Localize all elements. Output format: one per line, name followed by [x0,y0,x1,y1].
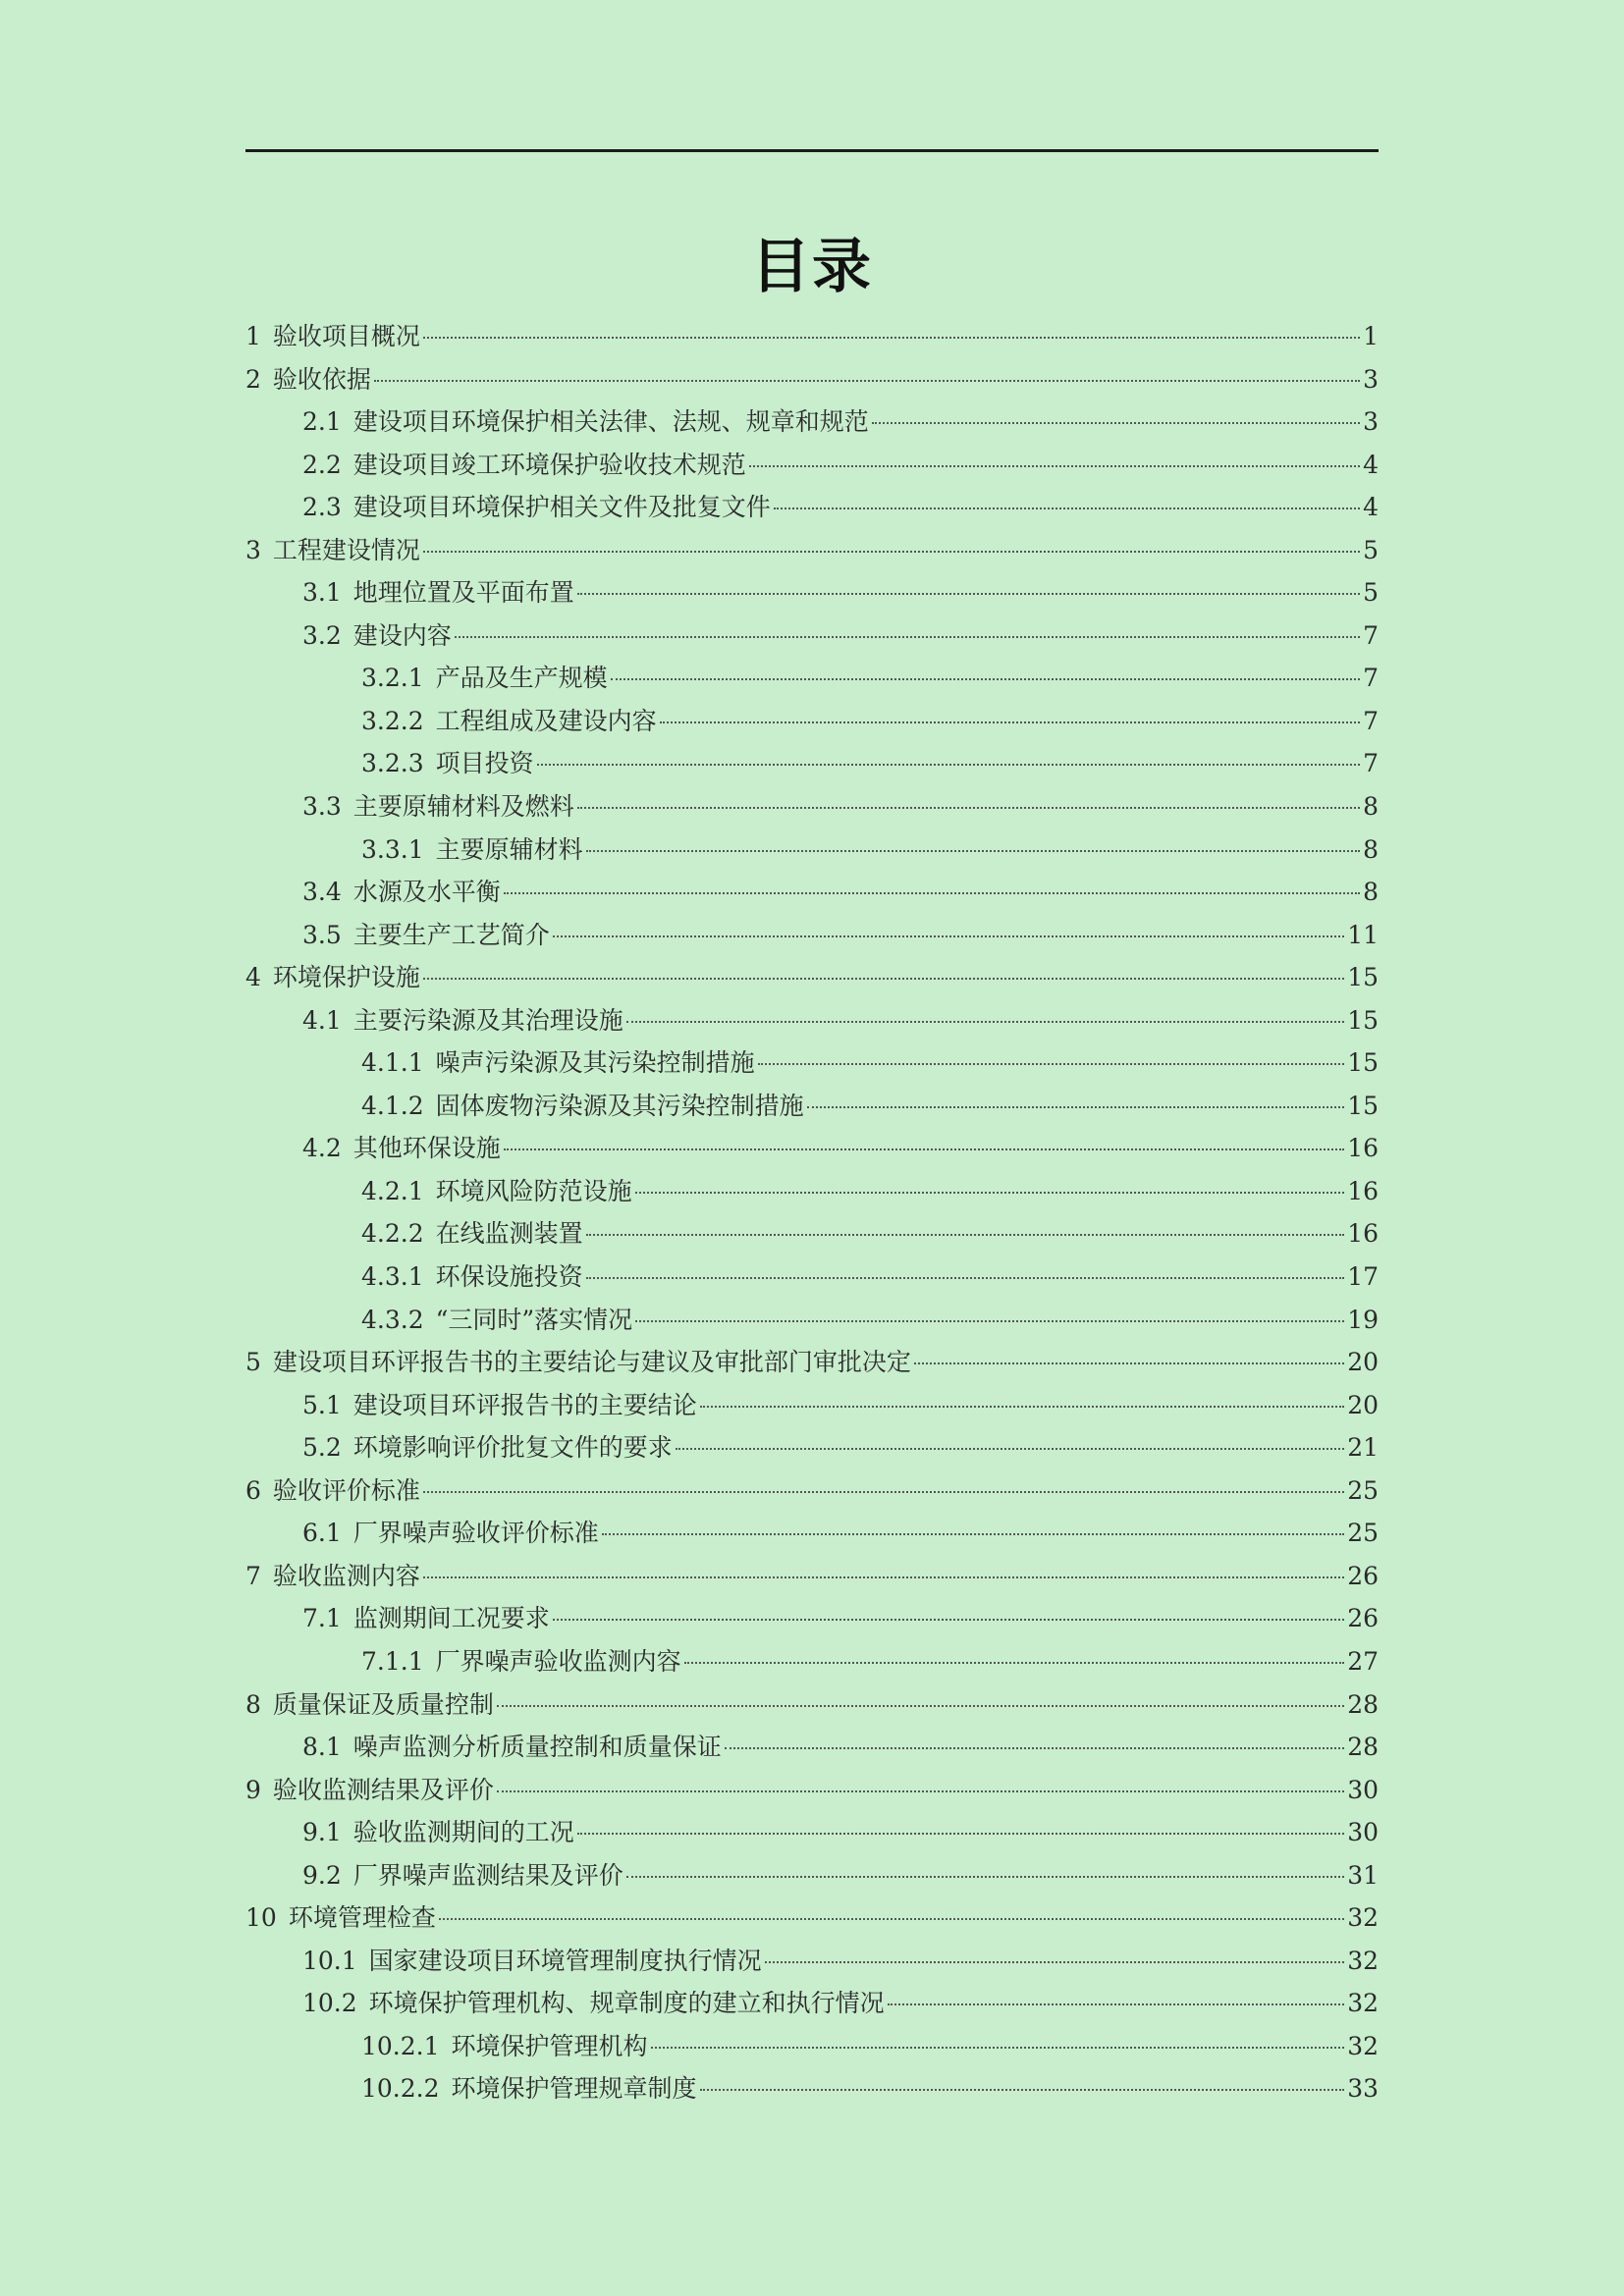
toc-entry[interactable] [245,871,1379,914]
toc-entry-page: 16 [1347,1219,1379,1249]
toc-entry-title: 厂界噪声验收监测内容 [435,1646,681,1676]
toc-entry-number: 3.2.1 [361,664,424,693]
toc-entry-page: 31 [1347,1860,1379,1890]
toc-entry[interactable] [245,657,1379,700]
toc-entry-number: 5.2 [302,1433,342,1463]
page-title: 目录 [751,233,873,301]
toc-entry-page: 16 [1347,1176,1379,1205]
dot-leader [455,636,1360,638]
toc-entry-title: 环境影响评价批复文件的要求 [352,1433,673,1463]
toc-entry-title: “三同时”落实情况 [435,1305,633,1334]
toc-entry-number: 3.2.3 [361,749,424,778]
dot-leader [586,850,1360,852]
toc-entry-number: 4.2.1 [361,1176,424,1205]
toc-entry-number: 2.2 [302,450,342,479]
toc-entry[interactable] [245,1041,1379,1085]
toc-entry[interactable] [245,999,1379,1042]
toc-entry-title: 主要原辅材料及燃料 [352,792,574,822]
toc-entry-title: 环保设施投资 [435,1262,583,1292]
toc-entry[interactable] [245,400,1379,444]
toc-entry[interactable] [245,614,1379,658]
toc-entry[interactable] [245,1811,1379,1854]
toc-entry[interactable] [245,700,1379,743]
dot-leader [423,551,1360,553]
toc-entry-page: 32 [1347,1903,1379,1933]
toc-entry-page: 20 [1347,1348,1379,1377]
toc-entry-page: 27 [1347,1646,1379,1676]
dot-leader [635,1192,1345,1194]
toc-entry-page: 8 [1363,878,1379,907]
dot-leader [439,1918,1344,1920]
toc-entry-title: 噪声污染源及其污染控制措施 [435,1048,755,1078]
toc-entry-title: 主要污染源及其治理设施 [352,1005,623,1035]
dot-leader [602,1533,1344,1535]
dot-leader [586,1234,1345,1236]
dot-leader [611,678,1360,680]
toc-entry[interactable] [245,1854,1379,1897]
dot-leader [423,1576,1344,1578]
toc-entry-number: 4.1.2 [361,1091,424,1120]
toc-entry[interactable] [245,1469,1379,1513]
toc-entry-number: 3.2 [302,620,342,650]
dot-leader [374,380,1360,382]
toc-entry-title: 建设内容 [352,620,452,650]
toc-entry-number: 7.1 [302,1604,342,1633]
toc-entry-title: 环境管理检查 [288,1903,436,1933]
toc-entry-page: 15 [1347,1091,1379,1120]
toc-entry-page: 7 [1363,749,1379,778]
toc-entry-number: 5 [245,1348,261,1377]
toc-entry-page: 19 [1347,1305,1379,1334]
dot-leader [504,1148,1344,1150]
toc-entry[interactable] [245,1299,1379,1342]
toc-entry-number: 2 [245,364,261,394]
dot-leader [807,1106,1345,1108]
toc-entry-number: 10.2.2 [361,2074,440,2104]
toc-entry-number: 7.1.1 [361,1646,424,1676]
dot-leader [635,1320,1344,1322]
toc-entry-title: 建设项目竣工环境保护验收技术规范 [352,450,746,479]
toc-entry-title: 厂界噪声验收评价标准 [352,1519,599,1548]
dot-leader [537,764,1360,766]
toc-entry-number: 5.1 [302,1390,342,1419]
table-of-contents [245,315,1379,2110]
toc-entry[interactable] [245,1255,1379,1299]
toc-entry[interactable] [245,2067,1379,2110]
toc-entry-page: 7 [1363,664,1379,693]
toc-entry-title: 项目投资 [435,749,534,778]
toc-entry-page: 3 [1363,407,1379,437]
dot-leader [423,978,1344,980]
dot-leader [497,1705,1344,1707]
toc-entry-number: 9 [245,1775,261,1804]
toc-entry-number: 4.1 [302,1005,342,1035]
toc-entry[interactable] [245,785,1379,828]
dot-leader [497,1790,1344,1792]
toc-entry-page: 30 [1347,1775,1379,1804]
toc-entry-page: 15 [1347,1048,1379,1078]
toc-entry[interactable] [245,1512,1379,1555]
toc-entry-number: 10.1 [302,1946,357,1975]
toc-entry[interactable] [245,914,1379,957]
dot-leader [872,422,1360,424]
dot-leader [749,465,1360,467]
toc-entry-page: 7 [1363,620,1379,650]
toc-entry-number: 6 [245,1475,261,1505]
toc-entry-title: 水源及水平衡 [352,878,501,907]
toc-entry-number: 4.1.1 [361,1048,424,1078]
toc-entry[interactable] [245,1212,1379,1255]
toc-entry[interactable] [245,1982,1379,2025]
toc-entry[interactable] [245,742,1379,785]
toc-entry-page: 25 [1347,1519,1379,1548]
toc-entry-title: 质量保证及质量控制 [272,1689,494,1719]
dot-leader [626,1876,1344,1878]
toc-entry-title: 工程建设情况 [272,535,420,564]
toc-entry[interactable] [245,486,1379,529]
dot-leader [504,892,1360,894]
toc-entry-page: 16 [1347,1134,1379,1163]
toc-entry-number: 9.2 [302,1860,342,1890]
toc-entry-title: 验收监测期间的工况 [352,1818,574,1847]
toc-entry-page: 26 [1347,1561,1379,1590]
toc-entry[interactable] [245,1769,1379,1812]
toc-entry-number: 10.2 [302,1989,357,2018]
toc-entry-number: 3.5 [302,920,342,949]
toc-entry-number: 6.1 [302,1519,342,1548]
dot-leader [423,337,1360,339]
dot-leader [684,1662,1345,1664]
toc-entry-title: 监测期间工况要求 [352,1604,550,1633]
toc-entry-page: 28 [1347,1733,1379,1762]
toc-entry-title: 在线监测装置 [435,1219,583,1249]
toc-entry-title: 国家建设项目环境管理制度执行情况 [368,1946,762,1975]
toc-entry-page: 21 [1347,1433,1379,1463]
toc-entry-page: 25 [1347,1475,1379,1505]
toc-entry-page: 8 [1363,834,1379,864]
toc-entry-page: 17 [1347,1262,1379,1292]
toc-entry-page: 3 [1363,364,1379,394]
toc-entry-number: 8.1 [302,1733,342,1762]
toc-entry[interactable] [245,828,1379,872]
toc-entry[interactable] [245,1726,1379,1769]
toc-entry-number: 3.1 [302,578,342,608]
dot-leader [914,1362,1344,1364]
toc-entry[interactable] [245,1940,1379,1983]
toc-entry-title: 环境保护管理机构 [451,2031,648,2060]
toc-entry[interactable] [245,1555,1379,1598]
dot-leader [774,507,1360,509]
dot-leader [700,1406,1344,1408]
dot-leader [888,2003,1345,2005]
toc-entry[interactable] [245,1341,1379,1384]
toc-entry-title: 建设项目环境保护相关文件及批复文件 [352,493,771,522]
toc-entry-page: 5 [1363,535,1379,564]
toc-entry-page: 4 [1363,450,1379,479]
toc-entry-title: 固体废物污染源及其污染控制措施 [435,1091,804,1120]
toc-entry[interactable] [245,1683,1379,1727]
toc-entry-number: 4.2 [302,1134,342,1163]
toc-entry-page: 8 [1363,792,1379,822]
toc-entry-title: 主要生产工艺简介 [352,920,550,949]
toc-entry[interactable] [245,1170,1379,1213]
toc-entry[interactable] [245,956,1379,999]
dot-leader [765,1961,1345,1963]
toc-entry-page: 26 [1347,1604,1379,1633]
toc-entry-number: 3 [245,535,261,564]
dot-leader [577,593,1360,595]
dot-leader [577,1833,1344,1835]
toc-entry-title: 环境风险防范设施 [435,1176,632,1205]
toc-entry-number: 3.3.1 [361,834,424,864]
toc-entry[interactable] [245,1597,1379,1640]
toc-entry-number: 4.3.2 [361,1305,424,1334]
toc-entry-title: 验收评价标准 [272,1475,420,1505]
toc-entry-title: 产品及生产规模 [435,664,608,693]
toc-entry-page: 32 [1347,2031,1379,2060]
dot-leader [577,807,1360,809]
toc-entry-page: 28 [1347,1689,1379,1719]
toc-entry-page: 30 [1347,1818,1379,1847]
toc-entry[interactable] [245,1896,1379,1940]
toc-entry-title: 验收监测结果及评价 [272,1775,494,1804]
toc-entry-title: 环境保护管理规章制度 [451,2074,697,2104]
toc-entry-number: 10.2.1 [361,2031,440,2060]
toc-entry-title: 验收项目概况 [272,322,420,350]
toc-entry[interactable] [245,444,1379,487]
toc-entry-title: 验收依据 [272,364,371,394]
dot-leader [758,1063,1345,1065]
toc-entry-title: 主要原辅材料 [435,834,583,864]
toc-entry-number: 3.3 [302,792,342,822]
toc-entry-page: 11 [1347,920,1379,949]
toc-entry-number: 9.1 [302,1818,342,1847]
dot-leader [423,1491,1344,1493]
toc-entry-title: 工程组成及建设内容 [435,706,657,735]
dot-leader [553,935,1344,937]
toc-entry[interactable] [245,1384,1379,1427]
toc-entry-number: 3.2.2 [361,706,424,735]
toc-entry[interactable] [245,529,1379,572]
toc-entry-title: 噪声监测分析质量控制和质量保证 [352,1733,722,1762]
toc-entry-page: 15 [1347,963,1379,992]
toc-entry-number: 2.3 [302,493,342,522]
toc-entry-page: 7 [1363,706,1379,735]
toc-entry-number: 10 [245,1903,277,1933]
toc-entry-page: 15 [1347,1005,1379,1035]
dot-leader [586,1277,1345,1279]
toc-entry-title: 建设项目环评报告书的主要结论与建议及审批部门审批决定 [272,1348,911,1377]
dot-leader [676,1448,1344,1450]
toc-entry[interactable] [245,571,1379,614]
toc-entry-number: 8 [245,1689,261,1719]
dot-leader [651,2047,1345,2049]
toc-entry-title: 其他环保设施 [352,1134,501,1163]
toc-entry[interactable] [245,315,1379,358]
dot-leader [626,1021,1344,1023]
toc-entry-title: 环境保护管理机构、规章制度的建立和执行情况 [368,1989,885,2018]
toc-entry-number: 1 [245,322,261,350]
toc-entry-title: 建设项目环评报告书的主要结论 [352,1390,697,1419]
header-rule [245,149,1379,152]
dot-leader [660,721,1360,723]
dot-leader [725,1747,1344,1749]
dot-leader [700,2089,1345,2091]
toc-entry[interactable] [245,358,1379,401]
toc-entry[interactable] [245,1426,1379,1469]
toc-entry-page: 5 [1363,578,1379,608]
toc-entry-number: 3.4 [302,878,342,907]
toc-entry-number: 7 [245,1561,261,1590]
toc-entry-page: 33 [1347,2074,1379,2104]
toc-entry-page: 32 [1347,1946,1379,1975]
toc-entry[interactable] [245,1640,1379,1683]
toc-entry-title: 环境保护设施 [272,963,420,992]
toc-entry-title: 验收监测内容 [272,1561,420,1590]
toc-entry-number: 4.3.1 [361,1262,424,1292]
toc-entry-title: 建设项目环境保护相关法律、法规、规章和规范 [352,407,869,437]
toc-entry-number: 4 [245,963,261,992]
toc-entry-title: 厂界噪声监测结果及评价 [352,1860,623,1890]
dot-leader [553,1619,1344,1621]
toc-entry[interactable] [245,1127,1379,1170]
toc-entry-title: 地理位置及平面布置 [352,578,574,608]
toc-entry-page: 1 [1363,322,1379,350]
toc-entry-page: 32 [1347,1989,1379,2018]
toc-entry[interactable] [245,1085,1379,1128]
toc-entry-number: 2.1 [302,407,342,437]
toc-entry[interactable] [245,2025,1379,2068]
toc-entry-page: 4 [1363,493,1379,522]
toc-entry-number: 4.2.2 [361,1219,424,1249]
toc-entry-page: 20 [1347,1390,1379,1419]
